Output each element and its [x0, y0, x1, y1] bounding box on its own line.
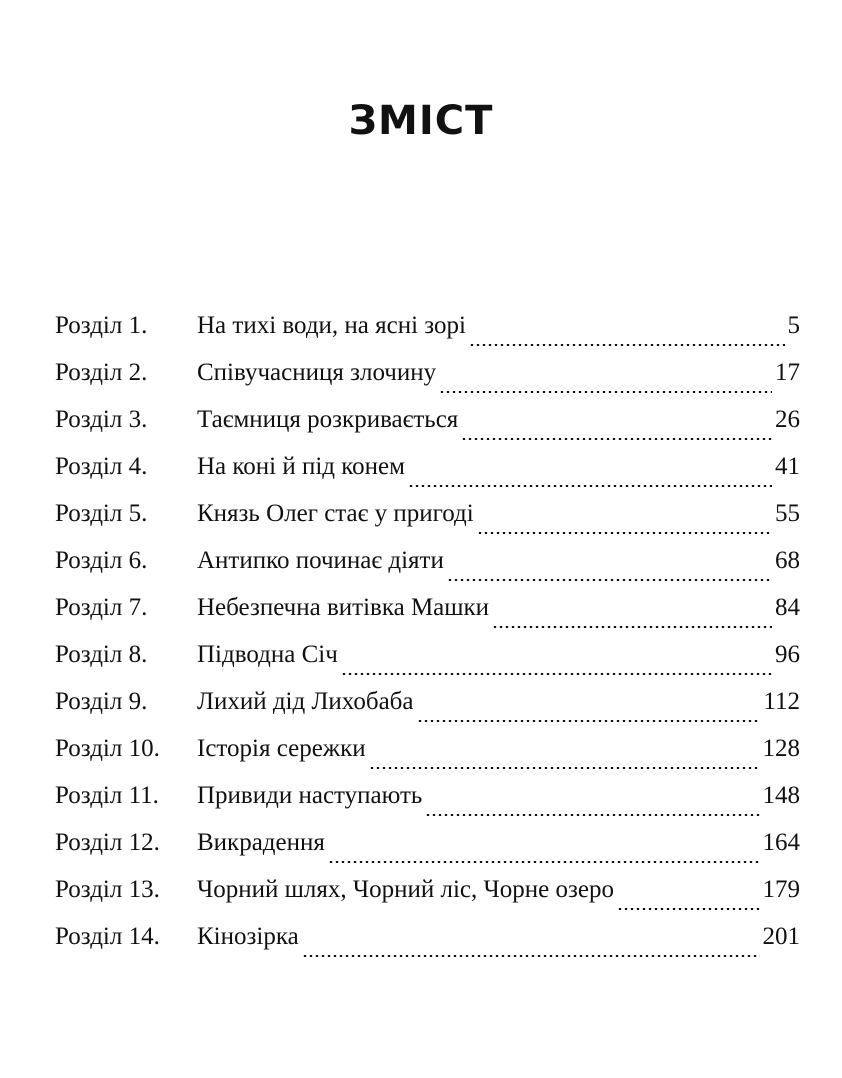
dot-leader [328, 861, 760, 863]
toc-entry [55, 496, 800, 543]
page-title: ЗМІСТ [348, 98, 494, 144]
dot-leader [302, 955, 760, 957]
chapter-title: Небезпечна витівка Машки [197, 594, 490, 621]
dot-leader [469, 344, 785, 346]
dot-leader [617, 908, 760, 910]
chapter-number: Розділ 8. [55, 641, 148, 668]
page-number: 17 [775, 359, 800, 386]
chapter-title: Кінозірка [197, 923, 299, 950]
chapter-title: Князь Олег стає у пригоді [197, 500, 474, 527]
chapter-number: Розділ 5. [55, 500, 148, 527]
dot-leader [417, 720, 761, 722]
toc-entry [55, 872, 800, 919]
chapter-title: Антипко починає діяти [197, 547, 444, 574]
toc-entry [55, 449, 800, 496]
page-number: 41 [775, 453, 800, 480]
toc-entry [55, 308, 800, 355]
chapter-title: Викрадення [197, 829, 325, 856]
page-number: 84 [775, 594, 800, 621]
table-of-contents [55, 308, 800, 966]
dot-leader [408, 485, 772, 487]
dot-leader [461, 438, 772, 440]
dot-leader [447, 579, 772, 581]
dot-leader [477, 532, 772, 534]
chapter-number: Розділ 6. [55, 547, 148, 574]
dot-leader [425, 814, 759, 816]
chapter-number: Розділ 12. [55, 829, 160, 856]
toc-entry [55, 402, 800, 449]
chapter-number: Розділ 7. [55, 594, 148, 621]
chapter-number: Розділ 3. [55, 406, 148, 433]
chapter-title: Історія сережки [197, 735, 366, 762]
dot-leader [492, 626, 772, 628]
page-number: 201 [762, 923, 800, 950]
dot-leader [341, 673, 772, 675]
chapter-title: Підводна Січ [197, 641, 338, 668]
chapter-number: Розділ 11. [55, 782, 159, 809]
toc-entry [55, 778, 800, 825]
page-number: 55 [775, 500, 800, 527]
chapter-title: Лихий дід Лихобаба [197, 688, 414, 715]
chapter-title: Чорний шлях, Чорний ліс, Чорне озеро [197, 876, 614, 903]
chapter-title: Привиди наступають [197, 782, 423, 809]
chapter-number: Розділ 9. [55, 688, 148, 715]
toc-entry [55, 543, 800, 590]
page-number: 164 [762, 829, 800, 856]
chapter-number: Розділ 14. [55, 923, 160, 950]
toc-entry [55, 919, 800, 966]
page-number: 68 [775, 547, 800, 574]
page-number: 179 [762, 876, 800, 903]
chapter-title: Таємниця розкривається [197, 406, 459, 433]
chapter-title: На тихі води, на ясні зорі [197, 312, 466, 339]
page-number: 112 [763, 688, 800, 715]
chapter-number: Розділ 1. [55, 312, 148, 339]
toc-entry [55, 355, 800, 402]
dot-leader [369, 767, 760, 769]
page-number: 128 [762, 735, 800, 762]
toc-entry [55, 637, 800, 684]
chapter-title: На коні й під конем [197, 453, 405, 480]
page-number: 26 [775, 406, 800, 433]
page-number: 5 [787, 312, 800, 339]
toc-entry [55, 590, 800, 637]
toc-entry [55, 684, 800, 731]
chapter-number: Розділ 13. [55, 876, 160, 903]
toc-entry [55, 731, 800, 778]
page-number: 148 [762, 782, 800, 809]
chapter-title: Співучасниця злочину [197, 359, 437, 386]
toc-entry [55, 825, 800, 872]
chapter-number: Розділ 4. [55, 453, 148, 480]
dot-leader [439, 391, 772, 393]
chapter-number: Розділ 2. [55, 359, 148, 386]
page-number: 96 [775, 641, 800, 668]
chapter-number: Розділ 10. [55, 735, 160, 762]
